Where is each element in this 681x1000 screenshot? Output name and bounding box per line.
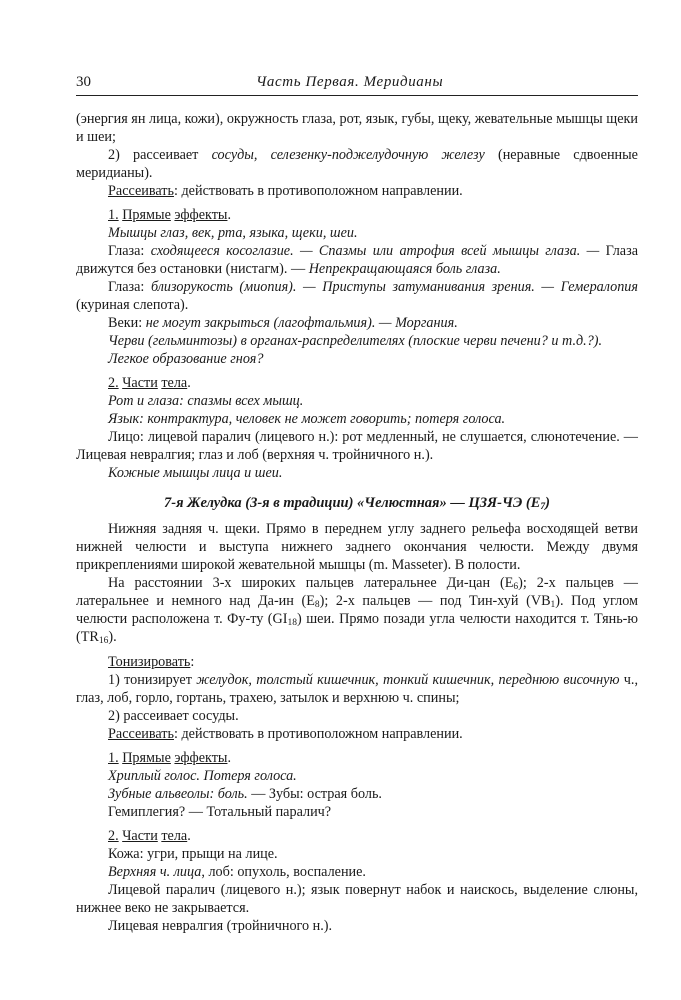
point-location-paragraph: Нижняя задняя ч. щеки. Прямо в переднем углу заднего рельефа восходящей ветви нижней челюсти и выступа нижнего заднего окончания челюсти. Между двумя прикреплениями широкой жевательной мышцы (m. Masseter). В полости. [76,521,638,573]
paragraph-disperse-vessels: 2) рассеивает сосуды, селезенку-поджелудочную железу (неравные сдвоенные меридианы). [76,147,638,181]
paragraph-disperse-rule: Рассеивать: действовать в противоположном направлении. [108,183,463,199]
section-heading-body-parts: 2. Части тела. [108,375,191,391]
running-header [76,71,638,96]
effect-line: Глаза: сходящееся косоглазие. — Спазмы или атрофия всей мышцы глаза. — Глаза движутся без остановки (нистагм). — Непрекращающаяся боль глаза. [76,243,638,277]
section-heading-direct-effects: 1. Прямые эффекты. [108,207,232,223]
body-part-line: Лицо: лицевой паралич (лицевого н.): рот медленный, не слушается, слюнотечение. — Лицевая невралгия; глаз и лоб (верхняя ч. тройничного н.). [76,429,638,463]
effect-line: Черви (гельминтозы) в органах-распределителях (плоские черви печени? и т.д.?). Легкое образование гноя? [108,333,603,367]
effect-line: Мышцы глаз, век, рта, языка, щеки, шеи. [108,225,358,241]
body-part-line: Язык: контрактура, человек не может говорить; потеря голоса. [108,411,506,427]
effect-line: Глаза: близорукость (миопия). — Приступы затуманивания зрения. — Гемералопия (куриная слепота). [76,279,639,313]
tonify-line: 1) тонизирует желудок, толстый кишечник, тонкий кишечник, переднюю височную ч., глаз, лоб, горло, гортань, трахею, затылок и верхнюю ч. спины; [76,672,639,706]
effect-line: Хриплый голос. Потеря голоса. [108,768,297,784]
point-heading: 7-я Желудка (3-я в традиции) «Челюстная» — ЦЗЯ-ЧЭ $(Е_7)$ [163,495,550,512]
body-part-line: Лицевой паралич (лицевого н.); язык повернут набок и наискось, выделение слюны, нижнее веко не закрывается. [76,882,638,916]
body-part-line: Рот и глаза: спазмы всех мышц. [108,393,304,409]
effect-line: Зубные альвеолы: боль. — Зубы: острая боль. [108,786,382,802]
effect-line: Веки: не могут закрыться (лагофтальмия). — Моргания. [108,315,458,331]
section-heading-direct-effects: 1. Прямые эффекты. [108,750,232,766]
disperse-line: 2) рассеивает сосуды. [108,708,239,724]
body-part-line: Кожа: угри, прыщи на лице. [108,846,278,862]
body-part-line: Кожные мышцы лица и шеи. [108,465,283,481]
point-neighbors-paragraph: На расстоянии 3-х широких пальцев латеральнее Ди-цан $(Е_6)$; 2-х пальцев — латеральнее и немного над Да-ин $(Е_8)$; 2-х пальцев — под Тин-хуй $(VB_1)$. Под углом челюсти расположена т. Фу-ту $(GI_{18})$ шеи. Прямо позади угла челюсти находится т. Тянь-ю $(TR_{16})$. [76,575,638,646]
tonify-heading: Тонизировать: [108,654,195,670]
page-number: 30 [76,74,91,90]
effect-line: Гемиплегия? — Тотальный паралич? [108,804,332,820]
disperse-rule: Рассеивать: действовать в противоположном направлении. [108,726,463,742]
page-content [76,110,638,935]
body-part-line: Верхняя ч. лица, лоб: опухоль, воспаление. [108,864,366,880]
section-heading-body-parts: 2. Части тела. [108,828,191,844]
running-title: Часть Первая. Меридианы [256,74,444,90]
body-part-line: Лицевая невралгия (тройничного н.). [108,918,333,934]
paragraph-continuation: (энергия ян лица, кожи), окружность глаза, рот, язык, губы, щеку, жевательные мышцы щеки и шеи; [76,111,638,145]
